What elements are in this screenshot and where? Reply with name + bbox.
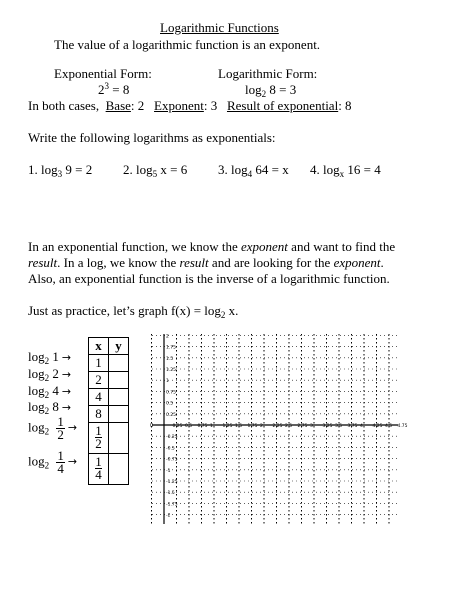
problem-rest: x = 6 bbox=[160, 162, 188, 177]
log-base: 2 bbox=[44, 356, 50, 366]
log-arg: 2 bbox=[52, 366, 59, 381]
x-tick-label: 4.75 bbox=[397, 424, 408, 429]
paragraph-emphasis: result bbox=[179, 255, 209, 270]
log-prefix: log bbox=[245, 82, 262, 97]
log-prefix: log bbox=[28, 383, 45, 398]
log-prefix: log bbox=[28, 366, 45, 381]
x-tick-label: 4 bbox=[360, 424, 363, 429]
log-base: 2 bbox=[44, 406, 50, 416]
x-cell: 4 bbox=[89, 389, 109, 406]
exp-rhs: = 8 bbox=[112, 82, 130, 97]
x-tick-label: 4.5 bbox=[385, 424, 393, 429]
arrow-icon: → bbox=[67, 421, 78, 435]
y-tick-label: 1.5 bbox=[166, 356, 174, 362]
exponential-form-label: Exponential Form: bbox=[54, 66, 152, 81]
x-tick-label: 2.75 bbox=[297, 424, 308, 429]
arrow-icon: → bbox=[61, 401, 72, 414]
problem-base: 3 bbox=[57, 169, 63, 179]
fraction-numerator: 1 bbox=[57, 448, 64, 463]
paragraph-text: and are looking for the bbox=[208, 255, 334, 270]
x-cell: 2 bbox=[89, 372, 109, 389]
x-header: x bbox=[89, 338, 109, 355]
paragraph-text: . In a log, we know the bbox=[57, 255, 180, 270]
y-tick-label: 1.75 bbox=[166, 345, 177, 351]
arrow-icon: → bbox=[61, 351, 72, 364]
fraction-numerator: 1 bbox=[95, 422, 102, 438]
problem-base: x bbox=[339, 169, 345, 179]
exp-base: 2 bbox=[98, 82, 105, 97]
log-base: 2 bbox=[44, 426, 50, 437]
y-tick-label: -1.25 bbox=[166, 480, 178, 485]
x-tick-label: 1 bbox=[210, 424, 213, 429]
fraction-denominator: 4 bbox=[57, 461, 64, 476]
fraction-denominator: 2 bbox=[95, 435, 102, 451]
y-tick-label: -1.5 bbox=[166, 491, 175, 497]
problem-rest: 9 = 2 bbox=[65, 162, 93, 177]
y-tick-label: -0.5 bbox=[166, 446, 175, 452]
paragraph-text: . bbox=[380, 255, 384, 270]
x-tick-label: 0.75 bbox=[197, 424, 208, 429]
base-value: : 2 bbox=[130, 98, 145, 113]
practice-text: Just as practice, let’s graph f(x) = log bbox=[28, 303, 221, 318]
paragraph-emphasis: result bbox=[28, 255, 58, 270]
fraction-numerator: 1 bbox=[95, 453, 102, 469]
intro-text: The value of a logarithmic function is an exponent. bbox=[54, 37, 321, 52]
exponent-label: Exponent bbox=[154, 98, 204, 113]
problem-rest: 16 = 4 bbox=[347, 162, 381, 177]
log-prefix: log bbox=[28, 453, 45, 469]
log-prefix: log bbox=[28, 399, 45, 414]
y-tick-label: 1.25 bbox=[166, 368, 177, 373]
practice-tail: x. bbox=[225, 303, 239, 318]
paragraph-text: and want to find the bbox=[287, 239, 396, 254]
log-base: 2 bbox=[44, 373, 50, 383]
problem-number: 4. log bbox=[310, 162, 340, 177]
log-base: 2 bbox=[44, 390, 50, 400]
write-instruction: Write the following logarithms as exponentials: bbox=[28, 130, 276, 145]
x-tick-label: 2 bbox=[260, 424, 263, 429]
y-tick-label: 1 bbox=[166, 379, 169, 385]
log-base: 2 bbox=[261, 89, 267, 99]
problem-base: 5 bbox=[152, 169, 158, 179]
problem-number: 1. log bbox=[28, 162, 58, 177]
log-arg: 8 bbox=[52, 399, 59, 414]
exponent-value: : 3 bbox=[203, 98, 218, 113]
y-tick-label: 0.75 bbox=[166, 390, 177, 396]
paragraph-emphasis: exponent bbox=[241, 239, 288, 254]
log-prefix: log bbox=[28, 419, 45, 435]
y-tick-label: -1 bbox=[166, 468, 171, 474]
problem-number: 2. log bbox=[123, 162, 153, 177]
both-cases-lead: In both cases, bbox=[28, 98, 100, 113]
title-text: Logarithmic Functions bbox=[160, 20, 279, 35]
result-value: : 8 bbox=[338, 98, 352, 113]
paragraph-line-3: Also, an exponential function is the inverse of a logarithmic function. bbox=[28, 271, 390, 286]
paragraph-emphasis: exponent bbox=[333, 255, 381, 270]
problem-base: 4 bbox=[247, 169, 253, 179]
origin-label: 0 bbox=[150, 423, 154, 429]
y-tick-label: 2 bbox=[166, 334, 169, 340]
fraction-denominator: 4 bbox=[95, 466, 102, 482]
fraction-numerator: 1 bbox=[57, 414, 64, 429]
x-tick-label: 1.25 bbox=[222, 424, 233, 429]
x-tick-label: 0.5 bbox=[185, 424, 193, 429]
x-tick-label: 3.75 bbox=[347, 424, 358, 429]
x-tick-label: 3.25 bbox=[322, 424, 333, 429]
x-tick-label: 0.25 bbox=[172, 424, 183, 429]
y-tick-label: -2 bbox=[166, 513, 171, 519]
x-tick-label: 3.5 bbox=[335, 424, 343, 429]
log-rhs: 8 = 3 bbox=[269, 82, 297, 97]
y-header: y bbox=[109, 338, 129, 355]
arrow-icon: → bbox=[61, 368, 72, 381]
y-tick-label: -1.75 bbox=[166, 502, 178, 508]
log-arg: 4 bbox=[52, 383, 59, 398]
x-cell: 8 bbox=[89, 406, 109, 423]
logarithmic-form-label: Logarithmic Form: bbox=[218, 66, 318, 81]
base-label: Base bbox=[105, 98, 131, 113]
practice-base: 2 bbox=[220, 310, 226, 320]
y-tick-label: 0.25 bbox=[166, 412, 177, 418]
x-tick-label: 2.25 bbox=[272, 424, 283, 429]
arrow-icon: → bbox=[67, 455, 78, 469]
problem-number: 3. log bbox=[218, 162, 248, 177]
fraction-denominator: 2 bbox=[57, 427, 64, 442]
y-tick-label: -0.25 bbox=[166, 435, 178, 441]
x-tick-label: 1.5 bbox=[235, 424, 243, 429]
problem-rest: 64 = x bbox=[255, 162, 289, 177]
y-tick-label: -0.75 bbox=[166, 457, 178, 463]
x-cell: 1 bbox=[89, 355, 109, 372]
log-arg: 1 bbox=[52, 349, 59, 364]
x-tick-label: 4.25 bbox=[372, 424, 383, 429]
log-base: 2 bbox=[44, 460, 50, 471]
arrow-icon: → bbox=[61, 385, 72, 398]
x-tick-label: 2.5 bbox=[285, 424, 293, 429]
paragraph-text: In an exponential function, we know the bbox=[28, 239, 241, 254]
x-tick-label: 3 bbox=[310, 424, 313, 429]
x-tick-label: 1.75 bbox=[247, 424, 258, 429]
log-prefix: log bbox=[28, 349, 45, 364]
exp-power: 3 bbox=[104, 81, 109, 91]
result-label: Result of exponential bbox=[226, 98, 339, 113]
y-tick-label: 0.5 bbox=[166, 401, 174, 407]
